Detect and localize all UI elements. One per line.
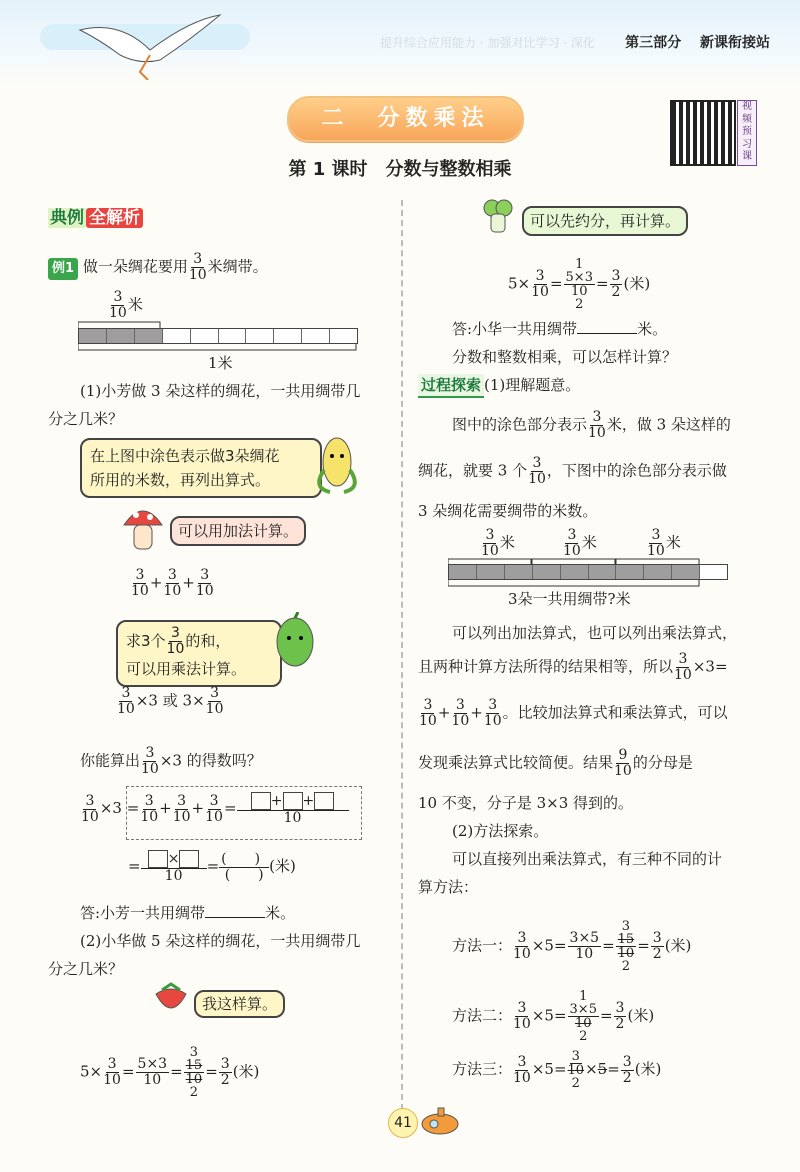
para2-line5: 10 不变，分子是 3×3 得到的。: [418, 794, 634, 812]
example-section-tag: [48, 205, 143, 231]
frac-n: 5×3: [565, 270, 593, 285]
answer-box[interactable]: [148, 850, 168, 868]
para1-l1-post: 米，做 3 朵这样的: [606, 415, 731, 434]
frac-d: 10: [513, 1016, 531, 1032]
answer-box[interactable]: [314, 792, 334, 810]
unit: 米: [665, 533, 681, 552]
frac-d: 10: [172, 808, 191, 825]
calc-r-lhs: 5×: [508, 274, 531, 293]
bubble-shade-hint: [80, 438, 322, 498]
frac-d: 10: [567, 1063, 585, 1078]
frac-d: 10: [647, 543, 665, 559]
frac-d: 10: [103, 1072, 121, 1088]
unit: (米): [664, 936, 692, 955]
para1-l2-post: ，下图中的涂色部分表示做: [546, 461, 727, 480]
header-faint-text: 提升综合应用能力 · 加强对比学习 · 深化: [380, 36, 595, 50]
frac-n: 3: [535, 268, 545, 284]
frac-n: 3: [517, 1000, 527, 1016]
method-label: 方法二：: [452, 1006, 513, 1025]
unit: (米): [634, 1060, 662, 1078]
ask-post: ×3 的得数吗？: [159, 751, 262, 770]
frac-d: 10: [513, 1069, 531, 1086]
frac-n: 3: [145, 745, 155, 761]
bubble-my-way: 我这样算。: [194, 990, 285, 1018]
frac-d: 10: [164, 868, 183, 884]
answer-box[interactable]: [251, 792, 271, 810]
eq: =: [206, 857, 220, 875]
frac-d: 2: [652, 946, 662, 962]
frac-n: 3×5: [569, 1002, 597, 1017]
frac-n: 3: [567, 527, 577, 543]
method-2: 方法二： $\frac{3}{10}$ ×5= 1 3×5 10 2 = $\frac{3}{2}$ (米): [452, 989, 655, 1044]
bubble-mul-pre: 求3个: [126, 632, 166, 650]
header-part: 第三部分: [625, 35, 682, 51]
bubble-mul-line2: 可以用乘法计算。: [126, 660, 247, 678]
bar3-label-2: [562, 528, 597, 559]
bar3-label-3: [646, 528, 681, 559]
op: +: [182, 573, 195, 592]
frac-n: 15: [617, 932, 635, 947]
ribbon-bar-1m: [78, 328, 358, 344]
frac-d: 10: [283, 810, 302, 826]
frac-d: 10: [188, 267, 207, 283]
unit: 米: [499, 533, 515, 552]
unit: (米): [232, 1062, 260, 1081]
question2-line2: 分之几米？: [48, 960, 124, 978]
answer1-pre: 答:小芳一共用绸带: [80, 904, 206, 922]
frac-n: 9: [618, 747, 628, 763]
frac-n: 3: [135, 567, 145, 583]
bar-bottom-label: 1米: [208, 354, 233, 372]
chapter-title: 二 分数乘法: [287, 96, 524, 142]
method-label: 方法一：: [452, 936, 513, 955]
para2-l4-post: 的分母是: [632, 753, 693, 772]
frac-n: 3: [107, 1056, 117, 1072]
mul-expression: [116, 686, 224, 717]
frac-d: 2: [220, 1072, 230, 1088]
calc-line2: = $\frac{\times}{10}$ = $\frac{( )}{( )}$ (米): [128, 850, 296, 884]
method-3: 方法三： $\frac{3}{10}$ ×5= 3 10 2 ×5= $\frac{3}{2}$ (米): [452, 1049, 662, 1091]
frac-d: 10: [574, 1016, 592, 1031]
cancel-top: 3: [189, 1045, 199, 1060]
example1-text-post: 米绸带。: [207, 257, 268, 276]
frac-d: 10: [141, 761, 159, 777]
frac-n: 5×3: [137, 1056, 168, 1072]
bar-top-unit: 米: [127, 295, 143, 314]
frac-d: 10: [419, 713, 437, 729]
method-expr: ×5=: [531, 1006, 567, 1025]
frac-n: 3: [113, 289, 123, 305]
ribbon-bar-3: [448, 564, 728, 580]
para2-l2-pre: 且两种计算方法所得的结果相等，所以: [418, 657, 674, 676]
example1-label: 例1: [48, 258, 78, 280]
frac-d: 10: [674, 667, 692, 683]
seagull-illustration: [40, 10, 260, 80]
cancel-bottom: 2: [189, 1085, 199, 1100]
para2-line4: [418, 748, 693, 779]
frac-d: 10: [143, 1072, 162, 1088]
answer2-pre: 答:小华一共用绸带: [452, 320, 578, 338]
para3-line2: 算方法：: [418, 878, 479, 896]
frac-n: 3: [488, 697, 498, 713]
method-expr: ×5=: [531, 1060, 567, 1078]
frac-d: 10: [483, 713, 502, 729]
frac-n: 3: [121, 685, 131, 701]
method-1: 方法一： $\frac{3}{10}$ ×5= $\frac{3\times 5}{10}$ = 3 15 10 2 = $\frac{3}{2}$ (米): [452, 919, 692, 974]
para1-line2: [418, 456, 727, 487]
bar-top-label: [108, 290, 143, 321]
frac-n: 3: [177, 792, 187, 809]
frac-n: 3: [592, 409, 602, 425]
pepper-character-icon: [270, 612, 320, 674]
frac-n: 3: [651, 527, 661, 543]
cancel-bottom: 2: [575, 297, 584, 312]
frac-n: 3×5: [569, 930, 600, 946]
para3-line1: 可以直接列出乘法算式，有三种不同的计: [452, 850, 723, 868]
bar3-bottom-label: 3朵一共用绸带?米: [508, 590, 631, 608]
sum-expression: [130, 568, 215, 599]
frac-n: 3: [85, 792, 95, 809]
frac-n: 3: [611, 268, 621, 284]
header-section-title: [611, 32, 770, 52]
lesson-title: 第 1 课时 分数与整数相乘: [288, 159, 512, 180]
process-step1: (1)理解题意。: [484, 376, 581, 394]
op: +: [149, 573, 163, 592]
para2-line1: 可以列出加法算式，也可以列出乘法算式，: [452, 624, 738, 642]
frac-n: 3: [171, 625, 180, 641]
para1-line1: [452, 410, 731, 441]
frac-d: 10: [617, 946, 635, 961]
frac-d: 10: [131, 583, 149, 599]
frac-n: 3: [615, 1000, 625, 1016]
frac-d: 10: [117, 701, 135, 717]
cancel-top: 1: [579, 989, 588, 1004]
frac-n: 3: [220, 1056, 230, 1072]
frac-d: 10: [109, 305, 127, 321]
frac-d: 10: [570, 284, 588, 299]
question2-line1: (2)小华做 5 朵这样的绸花，一共用绸带几: [80, 932, 361, 950]
answer1-line: [80, 902, 295, 924]
tag-dianli: 典例: [50, 208, 84, 228]
cancelled-5: 5: [597, 1060, 608, 1078]
frac-d: 2: [611, 284, 621, 300]
ask-pre: 你能算出: [80, 751, 141, 770]
method-expr: ×5=: [531, 936, 567, 955]
answer-blank[interactable]: [205, 917, 265, 918]
unit: (米): [269, 857, 296, 875]
frac-d: 10: [531, 284, 549, 300]
calc5-line: 5× $\frac{3}{10}$ = $\frac{5\times 3}{10}$ = 3 15 10 2 = $\frac{3}{2}$ (米): [80, 1045, 260, 1100]
frac-n: 3: [144, 792, 154, 809]
frac-n: 3: [485, 527, 495, 543]
para2-l4-pre: 发现乘法算式比较简便。结果: [418, 753, 614, 772]
frac-d: 10: [205, 808, 223, 825]
frac-n: 3: [200, 567, 210, 583]
cancel-bottom: 2: [579, 1029, 588, 1044]
frac-n: 3: [517, 1053, 527, 1070]
mushroom-character-icon: [120, 503, 166, 555]
strawberry-character-icon: [150, 980, 192, 1022]
frac-d: 10: [575, 946, 594, 962]
frac-n: 3: [210, 685, 220, 701]
answer-box[interactable]: [179, 850, 199, 868]
para2-l3-post: 。比较加法算式和乘法算式，可以: [502, 703, 728, 722]
frac-d: 10: [195, 583, 214, 599]
frac-d: 10: [513, 946, 531, 962]
calc-times: ×3: [99, 799, 122, 817]
frac-d: 10: [528, 471, 546, 487]
bubble-shade-line2: 所用的米数，再列出算式。: [90, 471, 271, 489]
question1-line2: 分之几米？: [48, 410, 124, 428]
eq: =: [128, 857, 141, 875]
unit: (米): [623, 274, 651, 293]
frac-n: 3: [423, 697, 433, 713]
frac-d: 10: [166, 641, 185, 657]
step2-line: (2)方法探索。: [452, 822, 549, 840]
column-divider: [401, 200, 403, 1110]
para2-line2: [418, 652, 728, 683]
frac-n: 3: [622, 1053, 632, 1070]
frac-d: 2: [622, 1069, 632, 1086]
bubble-simplify-first: 可以先约分，再计算。: [522, 206, 688, 236]
frac-n: 3: [652, 930, 662, 946]
answer-box[interactable]: [283, 792, 303, 810]
answer1-post: 米。: [265, 904, 296, 922]
frac-n: 3: [678, 651, 688, 667]
example1-text-pre: 做一朵绸花要用: [82, 257, 188, 276]
bubble-mul: [116, 620, 282, 687]
method-label: 方法三：: [452, 1060, 513, 1078]
para1-l1-pre: 图中的涂色部分表示: [452, 415, 588, 434]
example1-line: [48, 252, 268, 283]
frac-n: 3: [209, 792, 219, 809]
eq: =: [126, 799, 140, 817]
bar3-label-1: [480, 528, 515, 559]
cancel-top: 1: [575, 257, 584, 272]
answer2-line: [452, 318, 667, 340]
bubble-add: 可以用加法计算。: [170, 516, 306, 546]
frac-d: 10: [451, 713, 470, 729]
frac-n: 3: [193, 251, 203, 267]
submarine-icon: [418, 1100, 464, 1140]
frac-d: 10: [588, 425, 606, 441]
question-right: 分数和整数相乘，可以怎样计算？: [452, 348, 678, 366]
cancel-bottom: 2: [571, 1076, 580, 1091]
or-text: 或: [162, 691, 178, 710]
answer2-post: 米。: [637, 320, 668, 338]
times3: ×3: [135, 691, 158, 710]
broccoli-character-icon: [478, 196, 518, 236]
fraction: [189, 252, 207, 283]
frac-d: 10: [163, 583, 182, 599]
tag-jiexi: 全解析: [86, 208, 143, 228]
para1-l2-pre: 绸花，就要 3 个: [418, 461, 528, 480]
frac-d: 10: [81, 808, 99, 825]
frac-n: 15: [185, 1058, 203, 1073]
answer-blank[interactable]: [577, 333, 637, 334]
cancel-bottom: 2: [621, 959, 631, 974]
calc5-lhs: 5×: [80, 1062, 103, 1081]
frac-n: 3: [167, 567, 177, 583]
para2-l2-post: ×3=: [692, 657, 728, 676]
ask-line: [80, 746, 262, 777]
frac-n: 3: [532, 455, 542, 471]
qr-label: 视频预习课: [737, 100, 757, 166]
para1-line3: 3 朵绸花需要绸带的米数。: [418, 502, 598, 520]
para2-line3: $\frac{3}{10}$ + $\frac{3}{10}$ + $\frac{3}{10}$ 。比较加法算式和乘法算式，可以: [419, 697, 728, 729]
header-section: 新课衔接站: [700, 35, 770, 51]
unit: 米: [581, 533, 597, 552]
corn-character-icon: [312, 430, 362, 496]
unit: (米): [627, 1006, 655, 1025]
frac-d: 2: [615, 1016, 625, 1032]
frac-d: 10: [205, 701, 224, 717]
calc-right-line: 5× $\frac{3}{10}$ = 1 5×3 10 2 = $\frac{3}{2}$ (米): [508, 257, 651, 312]
frac-d: 10: [185, 1072, 203, 1087]
page-number: 41: [388, 1108, 418, 1138]
frac-d: 10: [481, 543, 499, 559]
frac-n: 3: [517, 930, 527, 946]
frac-d: 10: [614, 763, 632, 779]
bubble-shade-line1: 在上图中涂色表示做3朵绸花: [90, 447, 280, 465]
process-line: [418, 374, 580, 398]
calc-line1: $\frac{3}{10}$ ×3 = $\frac{3}{10}$ + $\frac{3}{10}$ + $\frac{3}{10}$ = $\frac{+ +}{10}$: [80, 792, 349, 826]
process-tag: 过程探索: [418, 374, 484, 398]
pre3: 3×: [182, 691, 205, 710]
cancel-top: 3: [621, 919, 631, 934]
frac-d: 10: [563, 543, 581, 559]
eq: =: [223, 799, 237, 817]
question1-line1: (1)小芳做 3 朵这样的绸花，一共用绸带几: [80, 382, 361, 400]
frac-n: 3: [571, 1049, 580, 1064]
frac-n: 3: [455, 697, 465, 713]
frac-d: 10: [140, 808, 159, 825]
bubble-mul-post: 的和，: [185, 632, 231, 650]
